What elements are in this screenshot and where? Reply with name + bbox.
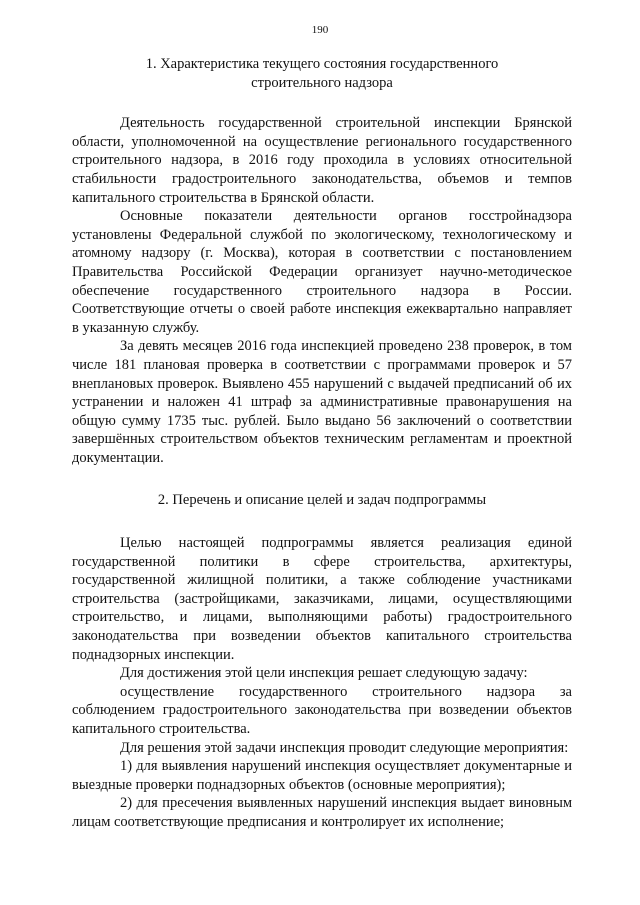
paragraph: За девять месяцев 2016 года инспекцией проведено 238 проверок, в том числе 181 плановая проверка в соответствии с программами проверок и 57 внеплановых проверок. Выявлено 455 нарушений с выдачей предписаний об их устранении и наложен 41 штраф за административные правонарушения на общую сумму 1735 тыс. рублей. Было выдано 56 заключений о соответствии завершённых строительством объектов техническим регламентам и проектной документации. bbox=[72, 338, 572, 466]
paragraph: осуществление государственного строительного надзора за соблюдением градостроительного законодательства при возведении объектов капитального строительства. bbox=[72, 683, 572, 737]
page-number: 190 bbox=[311, 24, 329, 36]
paragraph: 1) для выявления нарушений инспекция осуществляет документарные и выездные проверки поднадзорных объектов (основные мероприятия); bbox=[72, 758, 572, 793]
paragraph: Для решения этой задачи инспекция проводит следующие мероприятия: bbox=[120, 739, 569, 756]
paragraph: 2) для пресечения выявленных нарушений инспекция выдает виновным лицам соответствующие предписания и контролирует их исполнение; bbox=[72, 795, 572, 830]
paragraph: Деятельность государственной строительной инспекции Брянской области, уполномоченной на осуществление регионального государственного строительного надзора, в 2016 году проходила в условиях относительной стабильности градостроительного законодательства, объемов и темпов капитального строительства в Брянской области. bbox=[72, 115, 572, 206]
paragraph: Целью настоящей подпрограммы является реализация единой государственной политики в сфере строительства, архитектуры, государственной жилищной политики, а также соблюдение участниками строительства (застройщиками, заказчиками, лицами, осуществляющими строительство, и лицами, выполняющими работы) градостроительного законодательства при возведении объектов капитального строительства поднадзорных инспекции. bbox=[72, 535, 572, 663]
section-1-heading: 1. Характеристика текущего состояния государственного строительного надзора bbox=[145, 56, 499, 91]
paragraph: Основные показатели деятельности органов госстройнадзора установлены Федеральной службой по экологическому, технологическому и атомному надзору (г. Москва), которая в соответствии с постановлением Правительства Российской Федерации организует научно-методическое обеспечение государственного строительного надзора в России. Соответствующие отчеты о своей работе инспекция ежеквартально направляет в указанную службу. bbox=[72, 208, 572, 336]
section-2-heading: 2. Перечень и описание целей и задач подпрограммы bbox=[157, 492, 487, 509]
paragraph: Для достижения этой цели инспекция решает следующую задачу: bbox=[120, 665, 528, 682]
document-body bbox=[72, 55, 572, 832]
